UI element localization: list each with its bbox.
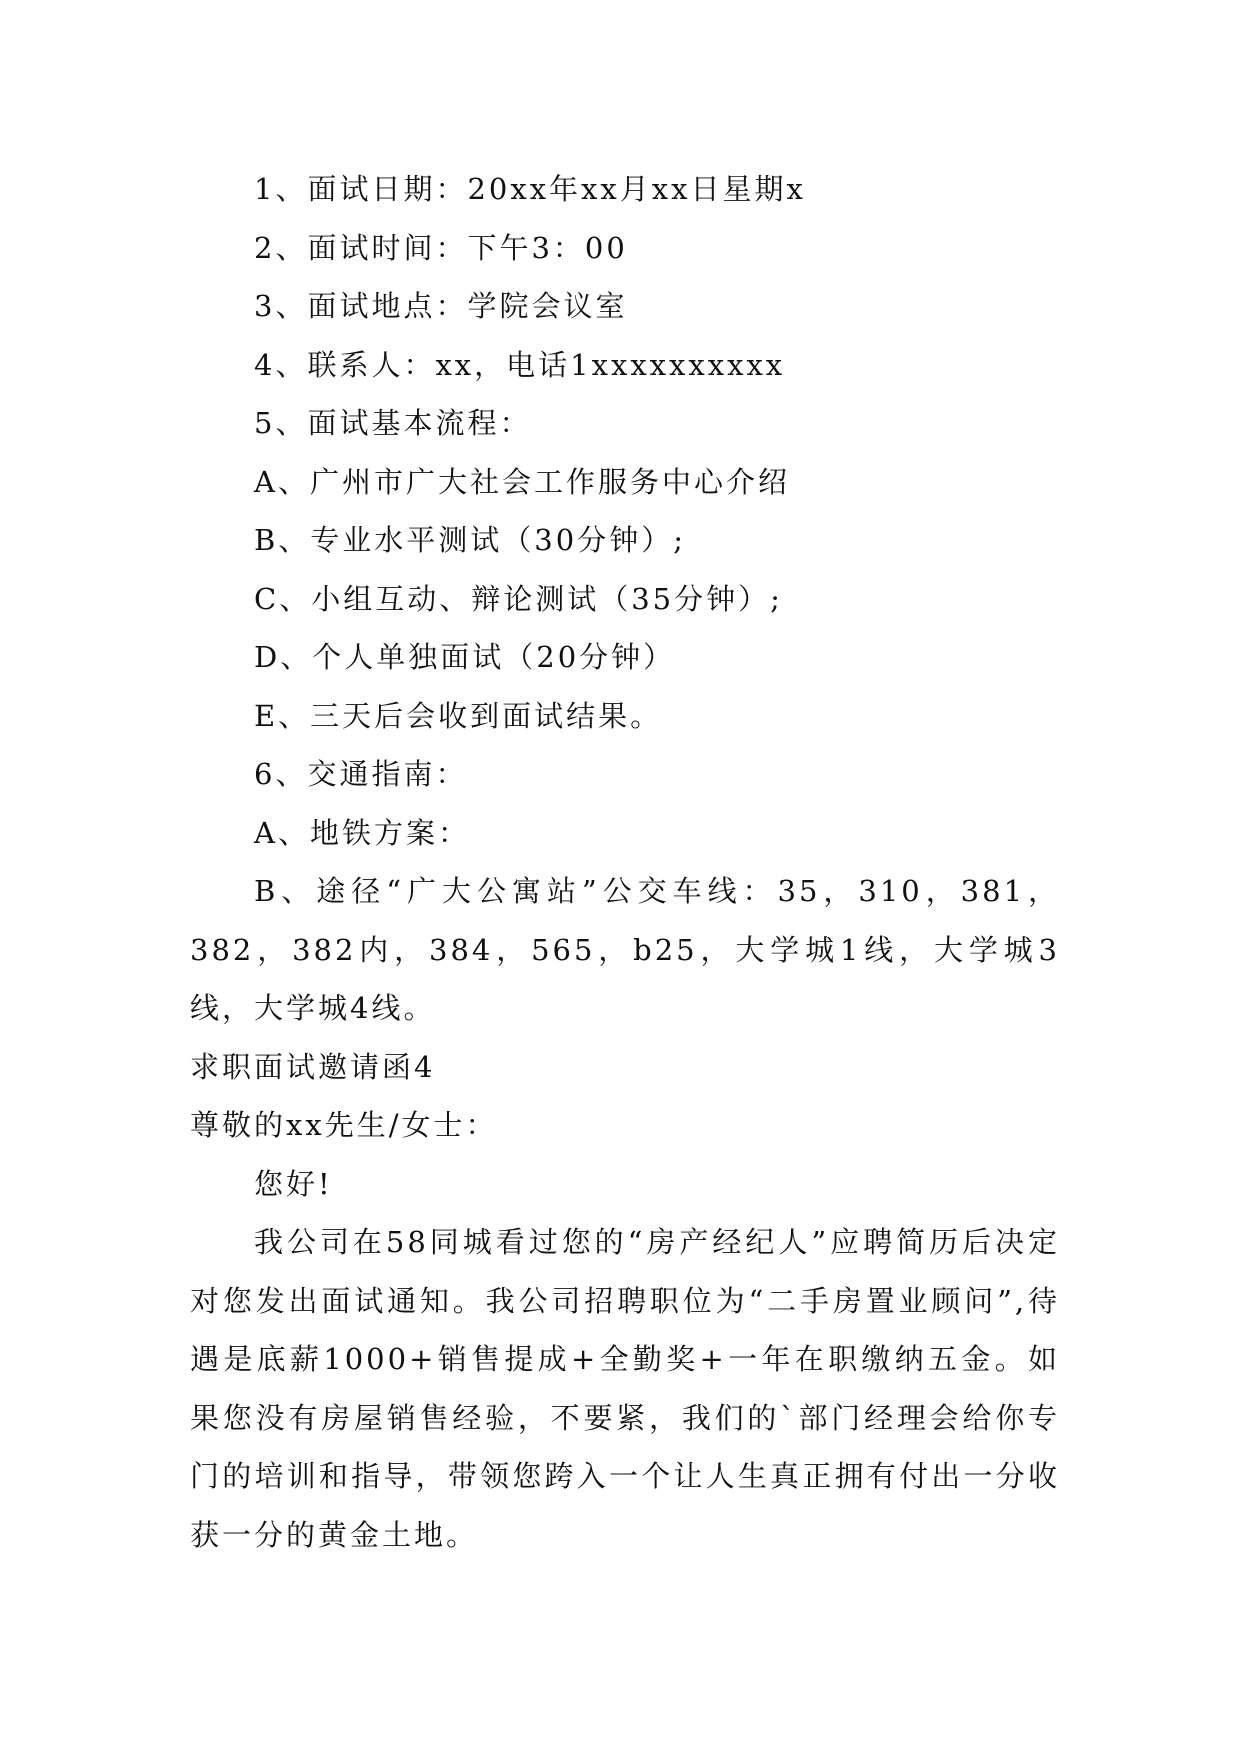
section-title: 求职面试邀请函4 [190,1049,436,1084]
process-step-c: C、小组互动、辩论测试（35分钟）; [254,581,783,616]
process-step-e: E、三天后会收到面试结果。 [254,698,663,733]
transport-heading: 6、交通指南： [254,757,468,791]
bus-routes-paragraph: B、途径“广大公寓站”公交车线：35，310，381，382，382内，384，565，b25，大学城1线，大学城3线，大学城4线。 [190,874,1060,1025]
contact-person: 4、联系人：xx，电话1xxxxxxxxxx [254,347,786,382]
salutation: 尊敬的xx先生/女士： [190,1108,498,1142]
interview-time: 2、面试时间：下午3：00 [254,230,628,265]
document-body [190,160,1060,1564]
invitation-paragraph: 我公司在58同城看过您的“房产经纪人”应聘简历后决定对您发出面试通知。我公司招聘职位为“二手房置业顾问”,待遇是底薪1000+销售提成+全勤奖+一年在职缴纳五金。如果您没有房屋销售经验，不要紧，我们的`部门经理会给你专门的培训和指导，带领您跨入一个让人生真正拥有付出一分收获一分的黄金土地。 [190,1225,1060,1552]
process-step-a: A、广州市广大社会工作服务中心介绍 [254,464,790,499]
interview-process-heading: 5、面试基本流程： [254,406,532,440]
interview-date: 1、面试日期：20xx年xx月xx日星期x [254,172,806,206]
subway-option: A、地铁方案： [254,815,470,850]
process-step-b: B、专业水平测试（30分钟）; [254,523,686,557]
interview-location: 3、面试地点：学院会议室 [254,289,628,323]
process-step-d: D、个人单独面试（20分钟） [254,640,676,674]
greeting: 您好! [254,1166,333,1201]
